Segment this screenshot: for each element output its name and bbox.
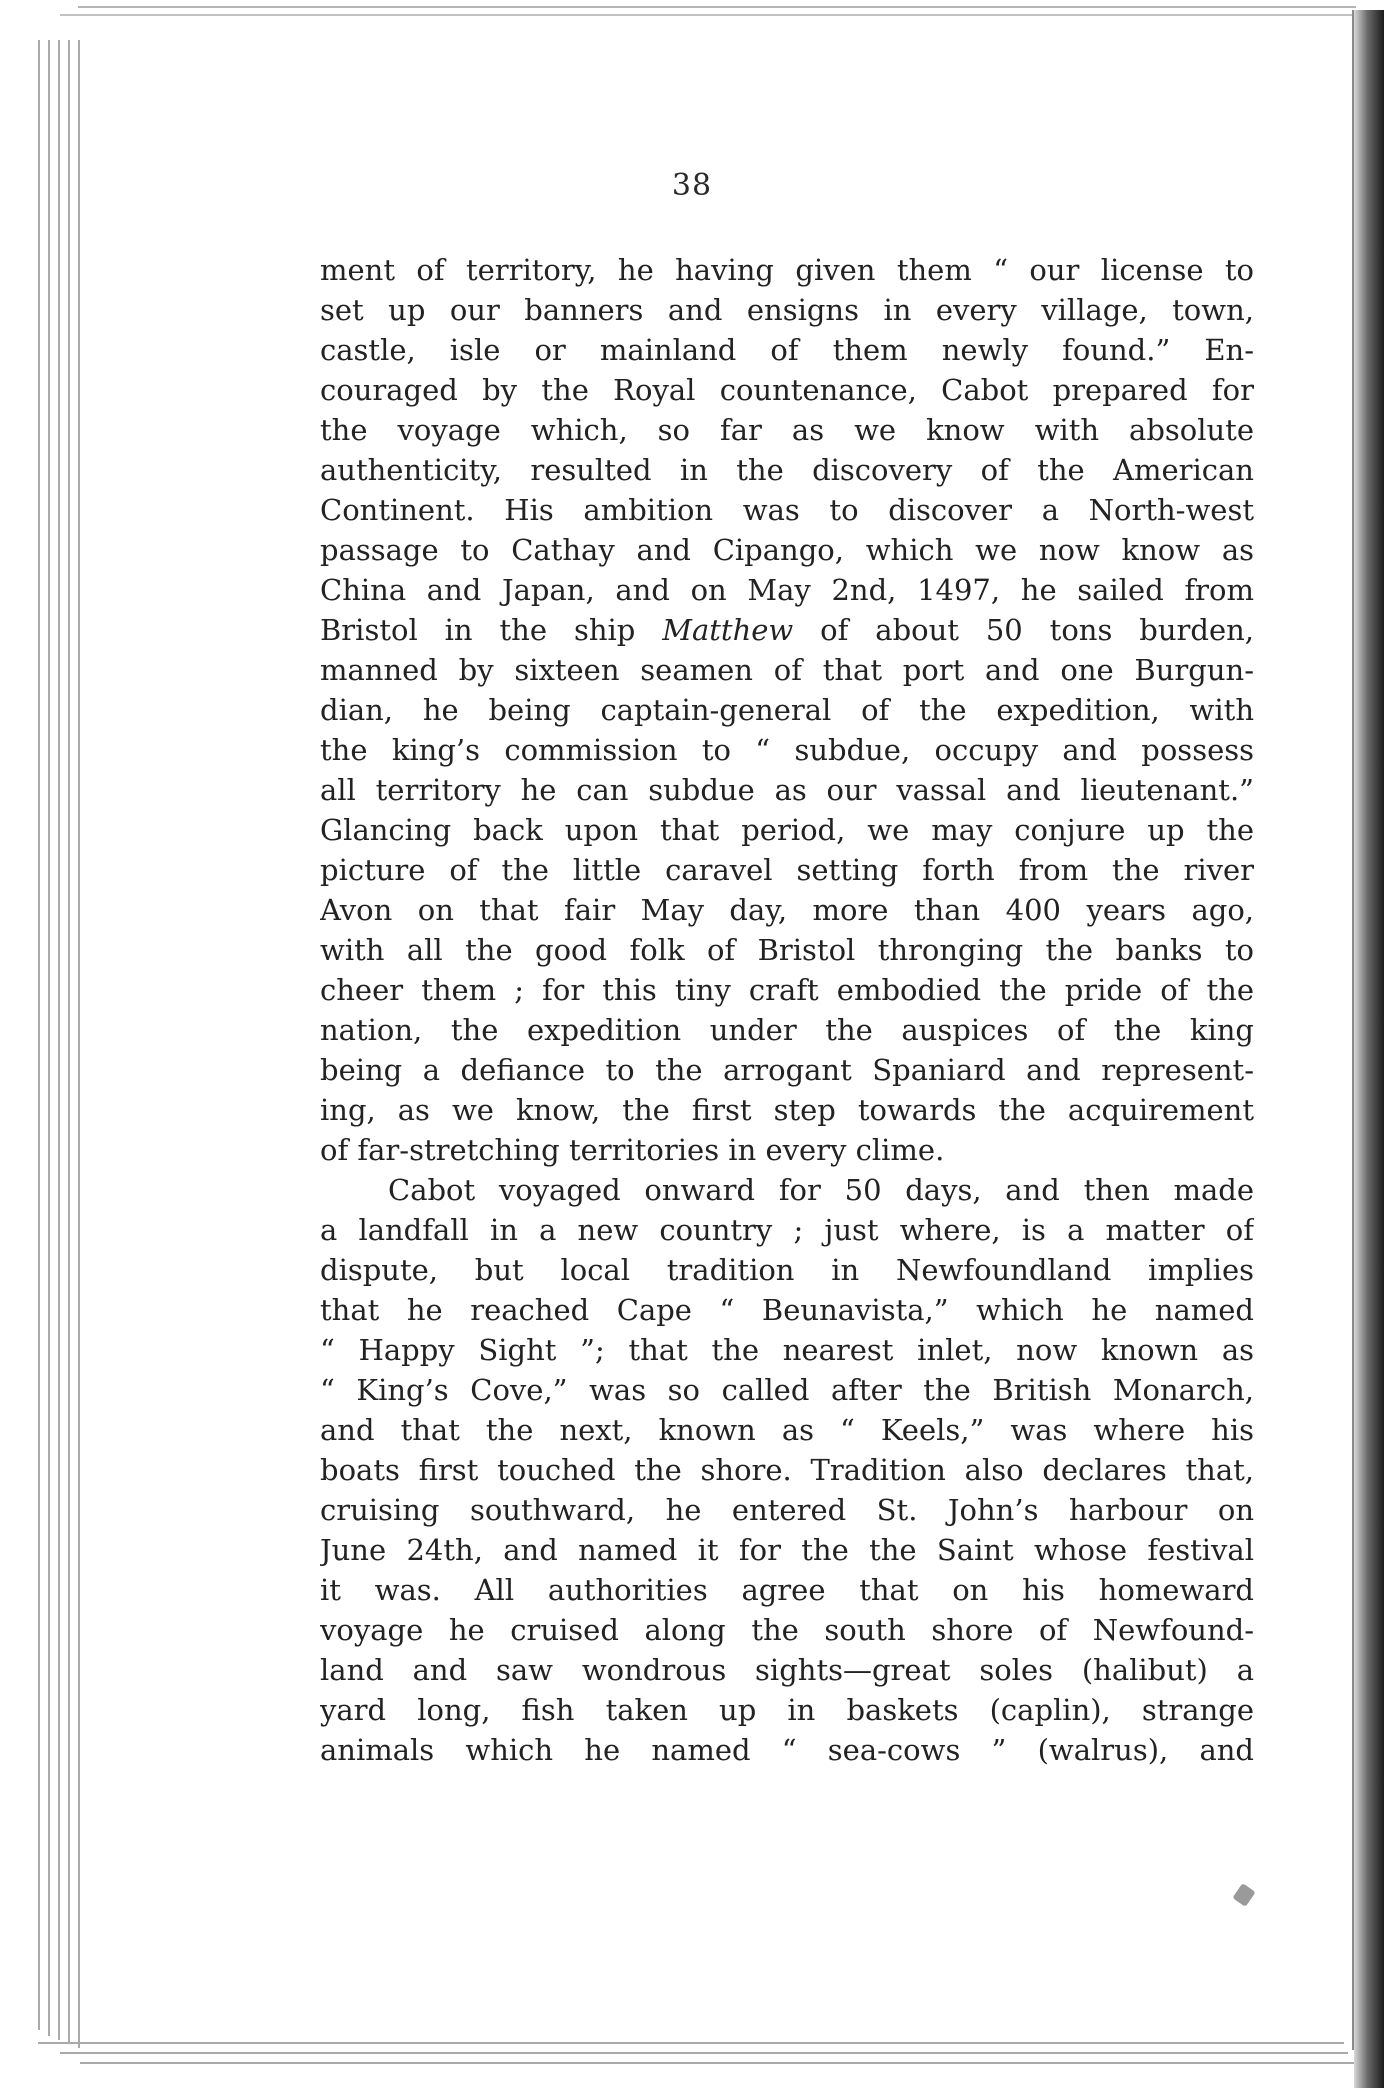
text-line [320,610,1254,650]
text-line: picture of the little caravel setting forth from the river [320,853,1254,887]
text-line: set up our banners and ensigns in every village, town, [320,293,1254,327]
page-bottom-edge [38,2042,1344,2044]
text-line: June 24th, and named it for the the Saint whose festival [320,1533,1254,1567]
text-line: yard long, fish taken up in baskets (caplin), strange [320,1693,1254,1727]
text-line: the king’s commission to “ subdue, occupy and possess [320,733,1254,767]
page-bottom-edge [80,2062,1354,2064]
page-stack-edge [68,40,70,2044]
page-top-edge [78,6,1356,8]
text-line: nation, the expedition under the auspices of the king [320,1013,1254,1047]
page-stack-edge [58,40,60,2040]
text-line: couraged by the Royal countenance, Cabot prepared for [320,373,1254,407]
text-line: ment of territory, he having given them “ our license to [320,253,1254,287]
text-line: Avon on that fair May day, more than 400 years ago, [320,893,1254,927]
book-binding-shadow [1354,10,1384,2088]
text-line: Glancing back upon that period, we may conjure up the [320,813,1254,847]
page-stack-edge [38,40,40,2030]
page-number: 38 [671,168,713,203]
page-top-edge [60,14,1354,16]
text-line: “ King’s Cove,” was so called after the British Monarch, [320,1373,1254,1407]
text-line: with all the good folk of Bristol thronging the banks to [320,933,1254,967]
scan-speck [1232,1883,1255,1907]
text-line: it was. All authorities agree that on his homeward [320,1573,1254,1607]
text-line: cheer them ; for this tiny craft embodied the pride of the [320,973,1254,1007]
text-line: the voyage which, so far as we know with absolute [320,413,1254,447]
text-line: boats first touched the shore. Tradition also declares that, [320,1453,1254,1487]
page-stack-edge [48,40,50,2036]
text-line: Cabot voyaged onward for 50 days, and then made [388,1173,1254,1207]
text-line: dian, he being captain-general of the expedition, with [320,693,1254,727]
text-line: voyage he cruised along the south shore of Newfound- [320,1613,1254,1647]
text-segment: Bristol in the ship [320,613,663,647]
text-line: passage to Cathay and Cipango, which we now know as [320,533,1254,567]
text-line: dispute, but local tradition in Newfoundland implies [320,1253,1254,1287]
text-line: all territory he can subdue as our vassal and lieutenant.” [320,773,1254,807]
text-line: a landfall in a new country ; just where, is a matter of [320,1213,1254,1247]
ship-name: Matthew [662,613,794,647]
page-stack-edge [78,40,80,2048]
text-line: “ Happy Sight ”; that the nearest inlet, now known as [320,1333,1254,1367]
body-text [320,250,1254,1770]
text-line: ing, as we know, the first step towards the acquirement [320,1093,1254,1127]
text-line: being a defiance to the arrogant Spaniard and represent- [320,1053,1254,1087]
text-line: authenticity, resulted in the discovery of the American [320,453,1254,487]
text-line: Continent. His ambition was to discover a North-west [320,493,1254,527]
text-line: manned by sixteen seamen of that port and one Burgun- [320,653,1254,687]
text-line: cruising southward, he entered St. John’s harbour on [320,1493,1254,1527]
text-line: that he reached Cape “ Beunavista,” which he named [320,1293,1254,1327]
page-bottom-edge [60,2052,1348,2054]
text-line: and that the next, known as “ Keels,” was where his [320,1413,1254,1447]
text-line: animals which he named “ sea-cows ” (walrus), and [320,1733,1254,1767]
text-segment: of about 50 tons burden, [793,613,1254,647]
text-line: castle, isle or mainland of them newly found.” En- [320,333,1254,367]
text-line: China and Japan, and on May 2nd, 1497, he sailed from [320,573,1254,607]
text-line: of far-stretching territories in every clime. [320,1133,945,1167]
text-line: land and saw wondrous sights—great soles (halibut) a [320,1653,1254,1687]
